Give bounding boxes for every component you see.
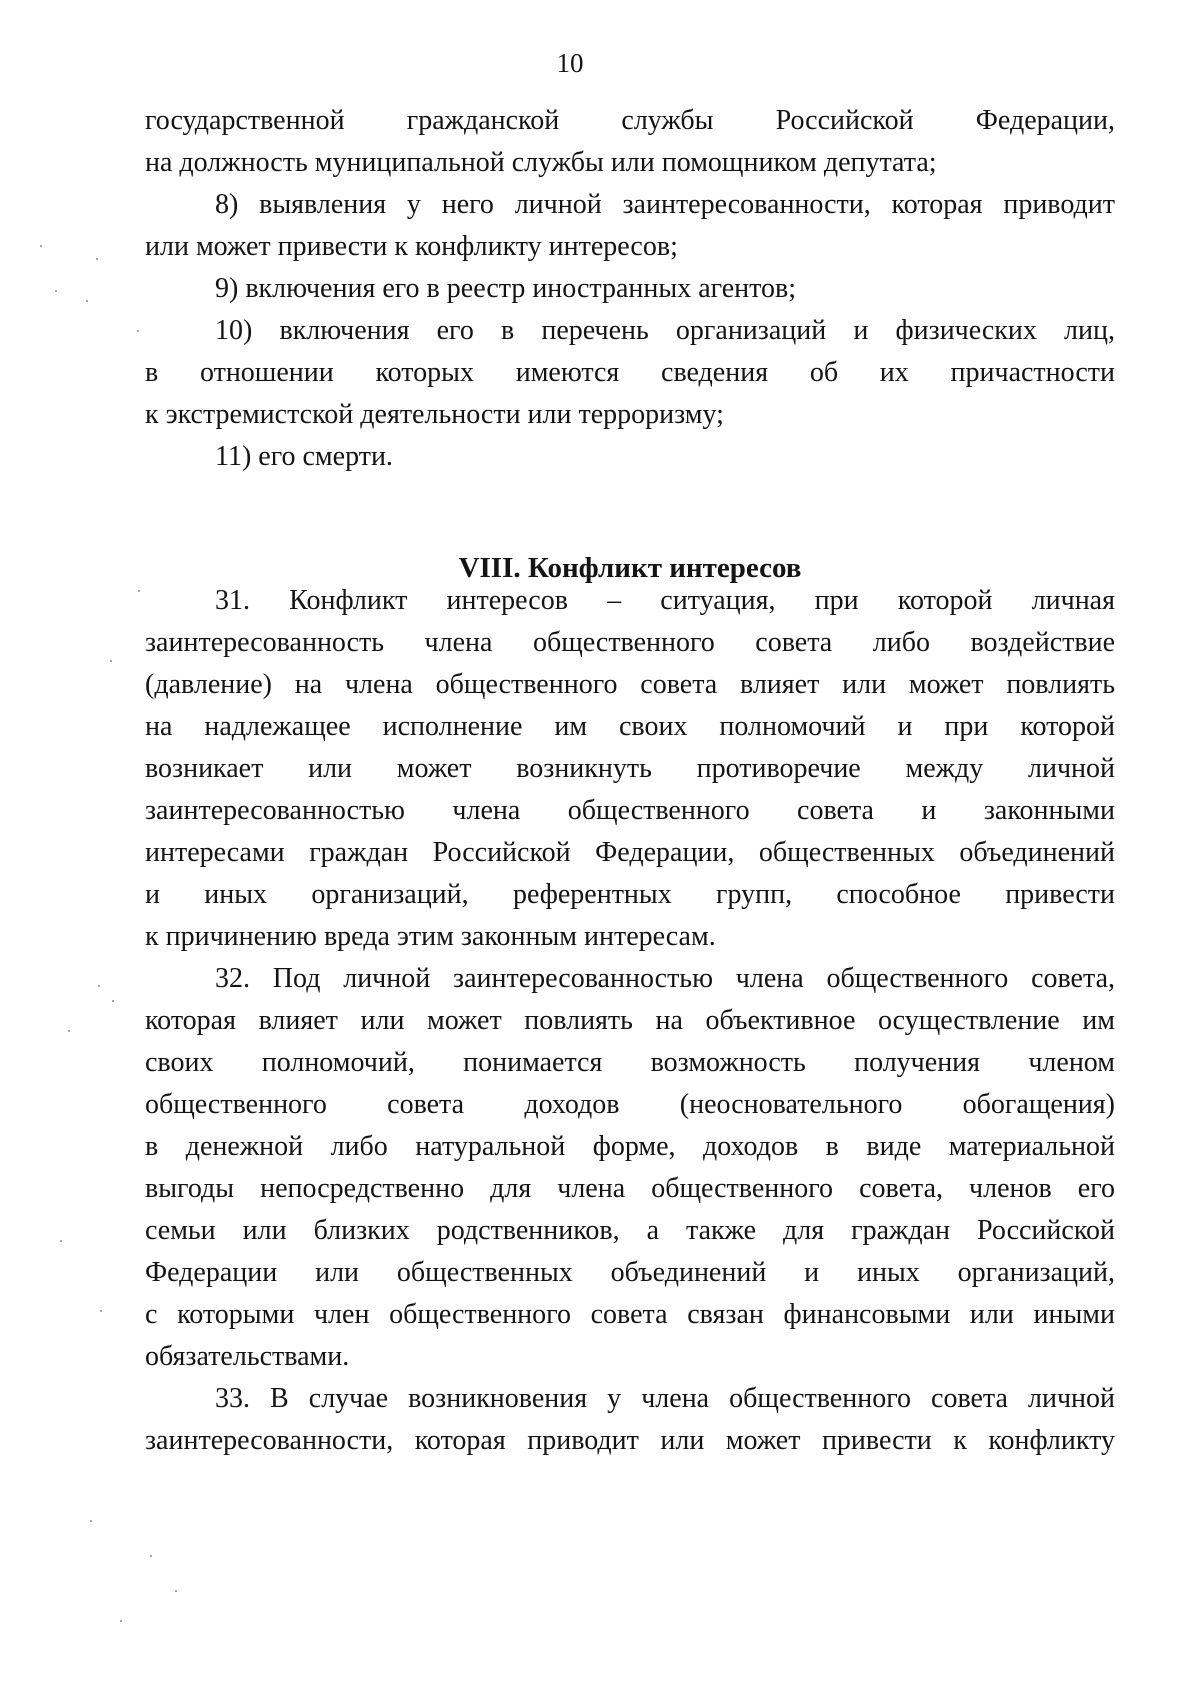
text-line: с которыми член общественного совета связан финансовыми или иными	[145, 1299, 1115, 1330]
page-number: 10	[556, 48, 584, 78]
text-line: или может привести к конфликту интересов;	[145, 231, 678, 262]
text-line: обязательствами.	[145, 1341, 350, 1372]
text-line: в денежной либо натуральной форме, доходов в виде материальной	[145, 1131, 1115, 1162]
text-line: 8) выявления у него личной заинтересованности, которая приводит	[215, 189, 1115, 220]
list-items-block	[145, 100, 1115, 478]
text-line: общественного совета доходов (неосновательного обогащения)	[145, 1089, 1115, 1120]
text-line: которая влияет или может повлиять на объективное осуществление им	[145, 1005, 1115, 1036]
text-line: заинтересованность члена общественного совета либо воздействие	[145, 627, 1115, 658]
text-line: заинтересованности, которая приводит или может привести к конфликту	[145, 1425, 1115, 1456]
section-heading: VIII. Конфликт интересов	[458, 552, 802, 584]
text-line: в отношении которых имеются сведения об их причастности	[145, 357, 1115, 388]
text-line: интересами граждан Российской Федерации, общественных объединений	[145, 837, 1115, 868]
text-line: на надлежащее исполнение им своих полномочий и при которой	[145, 711, 1115, 742]
text-line: (давление) на члена общественного совета влияет или может повлиять	[145, 669, 1115, 700]
text-line: 10) включения его в перечень организаций и физических лиц,	[215, 315, 1115, 346]
text-line: возникает или может возникнуть противоречие между личной	[145, 753, 1115, 784]
text-line: и иных организаций, референтных групп, способное привести	[145, 879, 1115, 910]
conflict-of-interest-text	[145, 580, 1115, 1462]
text-line: к причинению вреда этим законным интересам.	[145, 921, 716, 952]
text-line: государственной гражданской службы Российской Федерации,	[145, 105, 1115, 136]
text-line: Федерации или общественных объединений и иных организаций,	[145, 1257, 1115, 1288]
text-line: 32. Под личной заинтересованностью члена общественного совета,	[215, 963, 1115, 994]
text-line: 11) его смерти.	[215, 441, 393, 472]
text-line: выгоды непосредственно для члена общественного совета, членов его	[145, 1173, 1115, 1204]
text-line: своих полномочий, понимается возможность получения членом	[145, 1047, 1115, 1078]
text-line: на должность муниципальной службы или помощником депутата;	[145, 147, 937, 178]
text-line: 9) включения его в реестр иностранных агентов;	[215, 273, 797, 304]
text-line: к экстремистской деятельности или терроризму;	[145, 399, 724, 430]
text-line: семьи или близких родственников, а также для граждан Российской	[145, 1215, 1115, 1246]
text-line: заинтересованностью члена общественного совета и законными	[145, 795, 1115, 826]
text-line: 33. В случае возникновения у члена общественного совета личной	[215, 1383, 1115, 1414]
text-line: 31. Конфликт интересов – ситуация, при которой личная	[215, 585, 1115, 616]
